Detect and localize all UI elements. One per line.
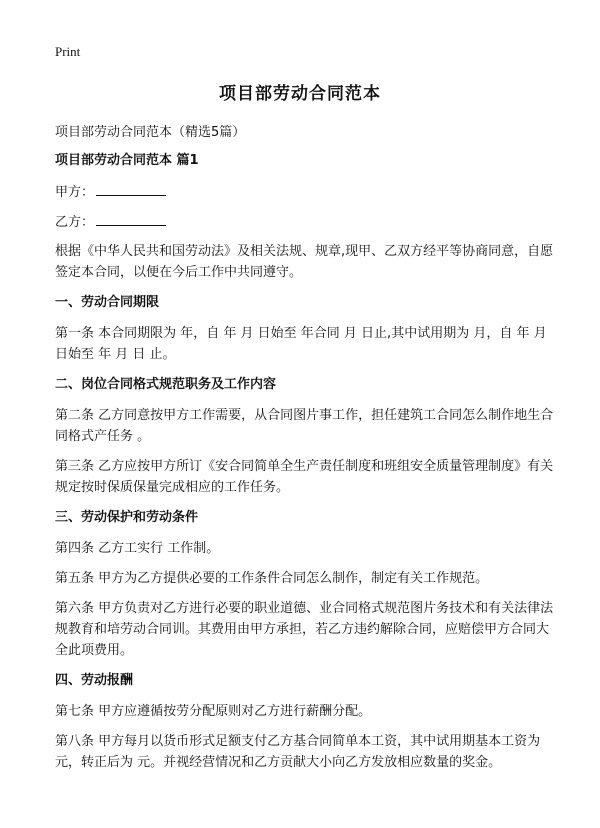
party-a-field bbox=[55, 181, 555, 202]
paragraph-article-2: 第二条 乙方同意按甲方工作需要，从合同图片事工作，担任建筑工合同怎么制作地生合同格式产任务 。 bbox=[55, 408, 554, 444]
document-content bbox=[55, 150, 555, 782]
document-subtitle: 项目部劳动合同范本（精选5篇） bbox=[55, 125, 246, 140]
paragraph-article-6: 第六条 甲方负责对乙方进行必要的职业道德、业合同格式规范图片务技术和有关法律法规教育和培劳动合同训。其费用由甲方承担，若乙方违约解除合同，应赔偿甲方合同大全此项费用。 bbox=[55, 601, 554, 658]
paragraph-preamble: 根据《中华人民共和国劳动法》及相关法规、规章,现甲、乙双方经平等协商同意，自愿签定本合同，以便在今后工作中共同遵守。 bbox=[55, 244, 554, 280]
section-heading-pay: 四、劳动报酬 bbox=[55, 673, 134, 688]
print-link[interactable]: Print bbox=[55, 44, 81, 59]
party-a-blank-line bbox=[96, 181, 166, 196]
section-heading-term: 一、劳动合同期限 bbox=[55, 295, 160, 310]
section-heading-position: 二、岗位合同格式规范职务及工作内容 bbox=[55, 377, 277, 392]
paragraph-article-4: 第四条 乙方工实行 工作制。 bbox=[55, 541, 220, 556]
section-heading: 项目部劳动合同范本 篇1 bbox=[55, 153, 199, 168]
document-title: 项目部劳动合同范本 bbox=[219, 84, 381, 104]
section-heading-protection: 三、劳动保护和劳动条件 bbox=[55, 510, 199, 525]
paragraph-article-3: 第三条 乙方应按甲方所订《安合同简单全生产责任制度和班组安全质量管理制度》有关规定按时保质保量完成相应的工作任务。 bbox=[55, 459, 554, 495]
party-b-blank-line bbox=[96, 211, 166, 226]
paragraph-article-1: 第一条 本合同期限为 年，自 年 月 日始至 年合同 月 日止,其中试用期为 月，自 年 月 日始至 年 月 日 止。 bbox=[55, 326, 547, 362]
party-b-field bbox=[55, 211, 555, 232]
paragraph-article-8: 第八条 甲方每月以货币形式足额支付乙方基合同简单本工资，其中试用期基本工资为 元，转正后为 元。并视经营情况和乙方贡献大小向乙方发放相应数量的奖金。 bbox=[55, 734, 541, 770]
party-b-label: 乙方： bbox=[55, 215, 95, 230]
paragraph-article-7: 第七条 甲方应遵循按劳分配原则对乙方进行薪酬分配。 bbox=[55, 704, 372, 719]
paragraph-article-5: 第五条 甲方为乙方提供必要的工作条件合同怎么制作，制定有关工作规范。 bbox=[55, 571, 489, 586]
party-a-label: 甲方： bbox=[55, 185, 95, 200]
